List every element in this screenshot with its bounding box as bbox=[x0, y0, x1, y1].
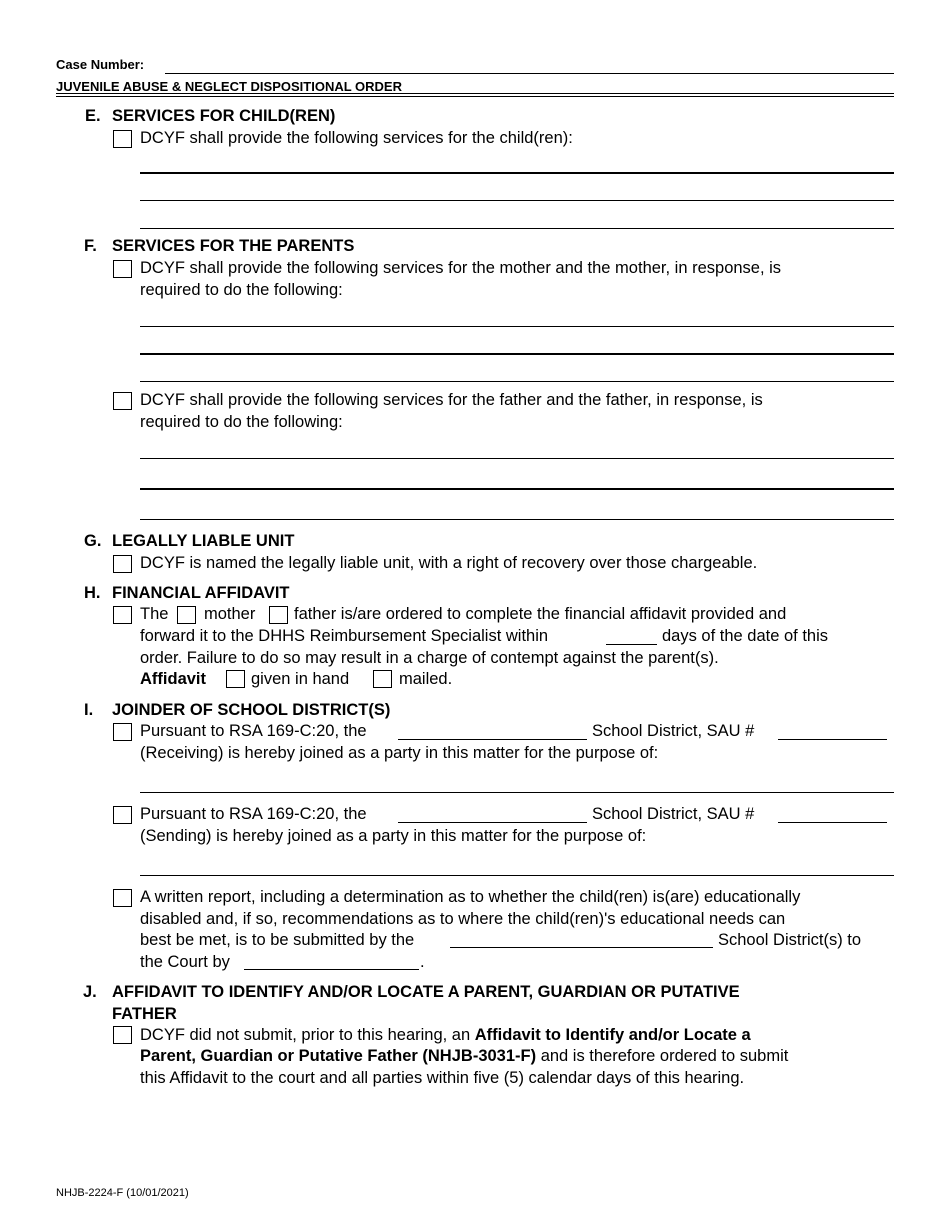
financial-days-field[interactable] bbox=[606, 644, 657, 645]
affidavit-locate-line-2b: and is therefore ordered to submit bbox=[540, 1047, 789, 1065]
written-report-line-4a: the Court by bbox=[140, 953, 230, 971]
services-father-checkbox[interactable] bbox=[113, 392, 132, 410]
given-in-hand-text: given in hand bbox=[251, 670, 350, 688]
services-child-line-3[interactable] bbox=[140, 228, 894, 229]
joinder-sending-text: (Sending) is hereby joined as a party in this matter for the purpose of: bbox=[140, 827, 647, 845]
header-divider bbox=[56, 93, 894, 94]
receiving-district-field[interactable] bbox=[398, 739, 587, 740]
services-mother-line-2[interactable] bbox=[140, 353, 894, 355]
financial-affidavit-checkbox[interactable] bbox=[113, 606, 132, 624]
affidavit-locate-line-1b: Affidavit to Identify and/or Locate a bbox=[474, 1026, 751, 1044]
receiving-sau-field[interactable] bbox=[778, 739, 887, 740]
receiving-purpose-line[interactable] bbox=[140, 792, 894, 793]
section-e-letter: E. bbox=[85, 107, 101, 125]
mailed-checkbox[interactable] bbox=[373, 670, 392, 688]
affidavit-locate-line-2a: Parent, Guardian or Putative Father (NHJB-3031-F) bbox=[140, 1047, 537, 1065]
services-mother-checkbox[interactable] bbox=[113, 260, 132, 278]
joinder-sending-sau: School District, SAU # bbox=[592, 805, 755, 823]
services-child-line-1[interactable] bbox=[140, 172, 894, 174]
written-report-checkbox[interactable] bbox=[113, 889, 132, 907]
section-e-title: SERVICES FOR CHILD(REN) bbox=[112, 107, 336, 125]
affidavit-locate-line-1 bbox=[140, 1025, 751, 1047]
case-number-label: Case Number: bbox=[56, 57, 145, 72]
financial-mother-text: mother bbox=[204, 605, 256, 623]
services-child-line-2[interactable] bbox=[140, 200, 894, 201]
report-date-field[interactable] bbox=[244, 969, 419, 970]
written-report-line-3a: best be met, is to be submitted by the bbox=[140, 931, 415, 949]
services-mother-line-3[interactable] bbox=[140, 381, 894, 382]
services-father-line-1[interactable] bbox=[140, 458, 894, 459]
affidavit-locate-checkbox[interactable] bbox=[113, 1026, 132, 1044]
section-f-title: SERVICES FOR THE PARENTS bbox=[112, 237, 355, 255]
section-g-title: LEGALLY LIABLE UNIT bbox=[112, 532, 295, 550]
given-in-hand-checkbox[interactable] bbox=[226, 670, 245, 688]
joinder-receiving-checkbox[interactable] bbox=[113, 723, 132, 741]
written-report-line-4b: . bbox=[420, 953, 425, 971]
services-child-checkbox[interactable] bbox=[113, 130, 132, 148]
services-mother-text-2: required to do the following: bbox=[140, 281, 343, 299]
services-mother-text-1: DCYF shall provide the following services for the mother and the mother, in response, is bbox=[140, 259, 782, 277]
affidavit-label: Affidavit bbox=[140, 670, 206, 688]
joinder-receiving-pursuant: Pursuant to RSA 169-C:20, the bbox=[140, 722, 367, 740]
financial-father-checkbox[interactable] bbox=[269, 606, 288, 624]
joinder-receiving-text: (Receiving) is hereby joined as a party in this matter for the purpose of: bbox=[140, 744, 659, 762]
case-number-field[interactable] bbox=[165, 73, 894, 74]
written-report-line-2: disabled and, if so, recommendations as to where the child(ren)'s educational needs can bbox=[140, 910, 786, 928]
financial-line-3: order. Failure to do so may result in a charge of contempt against the parent(s). bbox=[140, 649, 719, 667]
financial-mother-checkbox[interactable] bbox=[177, 606, 196, 624]
affidavit-locate-line-1a: DCYF did not submit, prior to this hearing, an bbox=[140, 1026, 471, 1044]
sending-purpose-line[interactable] bbox=[140, 875, 894, 876]
section-j-title-2: FATHER bbox=[112, 1005, 177, 1023]
joinder-sending-pursuant: Pursuant to RSA 169-C:20, the bbox=[140, 805, 367, 823]
section-i-title: JOINDER OF SCHOOL DISTRICT(S) bbox=[112, 701, 391, 719]
section-j-letter: J. bbox=[83, 983, 97, 1001]
financial-father-text: father is/are ordered to complete the financial affidavit provided and bbox=[294, 605, 787, 623]
section-h-title: FINANCIAL AFFIDAVIT bbox=[112, 584, 290, 602]
services-father-line-3[interactable] bbox=[140, 519, 894, 520]
sending-district-field[interactable] bbox=[398, 822, 587, 823]
affidavit-locate-line-2 bbox=[140, 1046, 788, 1068]
financial-line-2a: forward it to the DHHS Reimbursement Specialist within bbox=[140, 627, 549, 645]
report-district-field[interactable] bbox=[450, 947, 713, 948]
joinder-sending-checkbox[interactable] bbox=[113, 806, 132, 824]
section-g-letter: G. bbox=[84, 532, 102, 550]
section-f-letter: F. bbox=[84, 237, 97, 255]
services-father-text-1: DCYF shall provide the following services for the father and the father, in response, is bbox=[140, 391, 763, 409]
financial-line-2b: days of the date of this bbox=[662, 627, 829, 645]
form-title: JUVENILE ABUSE & NEGLECT DISPOSITIONAL ORDER bbox=[56, 79, 402, 94]
joinder-receiving-sau: School District, SAU # bbox=[592, 722, 755, 740]
financial-the-text: The bbox=[140, 605, 169, 623]
services-father-line-2[interactable] bbox=[140, 488, 894, 490]
mailed-text: mailed. bbox=[399, 670, 453, 688]
section-i-letter: I. bbox=[84, 701, 94, 719]
services-mother-line-1[interactable] bbox=[140, 326, 894, 327]
section-h-letter: H. bbox=[84, 584, 101, 602]
written-report-line-1: A written report, including a determination as to whether the child(ren) is(are) educationally bbox=[140, 888, 801, 906]
legally-liable-checkbox[interactable] bbox=[113, 555, 132, 573]
legally-liable-text: DCYF is named the legally liable unit, with a right of recovery over those chargeable. bbox=[140, 554, 758, 572]
section-j-title-1: AFFIDAVIT TO IDENTIFY AND/OR LOCATE A PARENT, GUARDIAN OR PUTATIVE bbox=[112, 983, 740, 1001]
services-father-text-2: required to do the following: bbox=[140, 413, 343, 431]
services-child-text: DCYF shall provide the following services for the child(ren): bbox=[140, 129, 573, 147]
header-divider-2 bbox=[56, 96, 894, 97]
affidavit-locate-line-3: this Affidavit to the court and all parties within five (5) calendar days of this hearing. bbox=[140, 1069, 745, 1087]
form-id-footer: NHJB-2224-F (10/01/2021) bbox=[56, 1187, 189, 1199]
sending-sau-field[interactable] bbox=[778, 822, 887, 823]
written-report-line-3b: School District(s) to bbox=[718, 931, 862, 949]
